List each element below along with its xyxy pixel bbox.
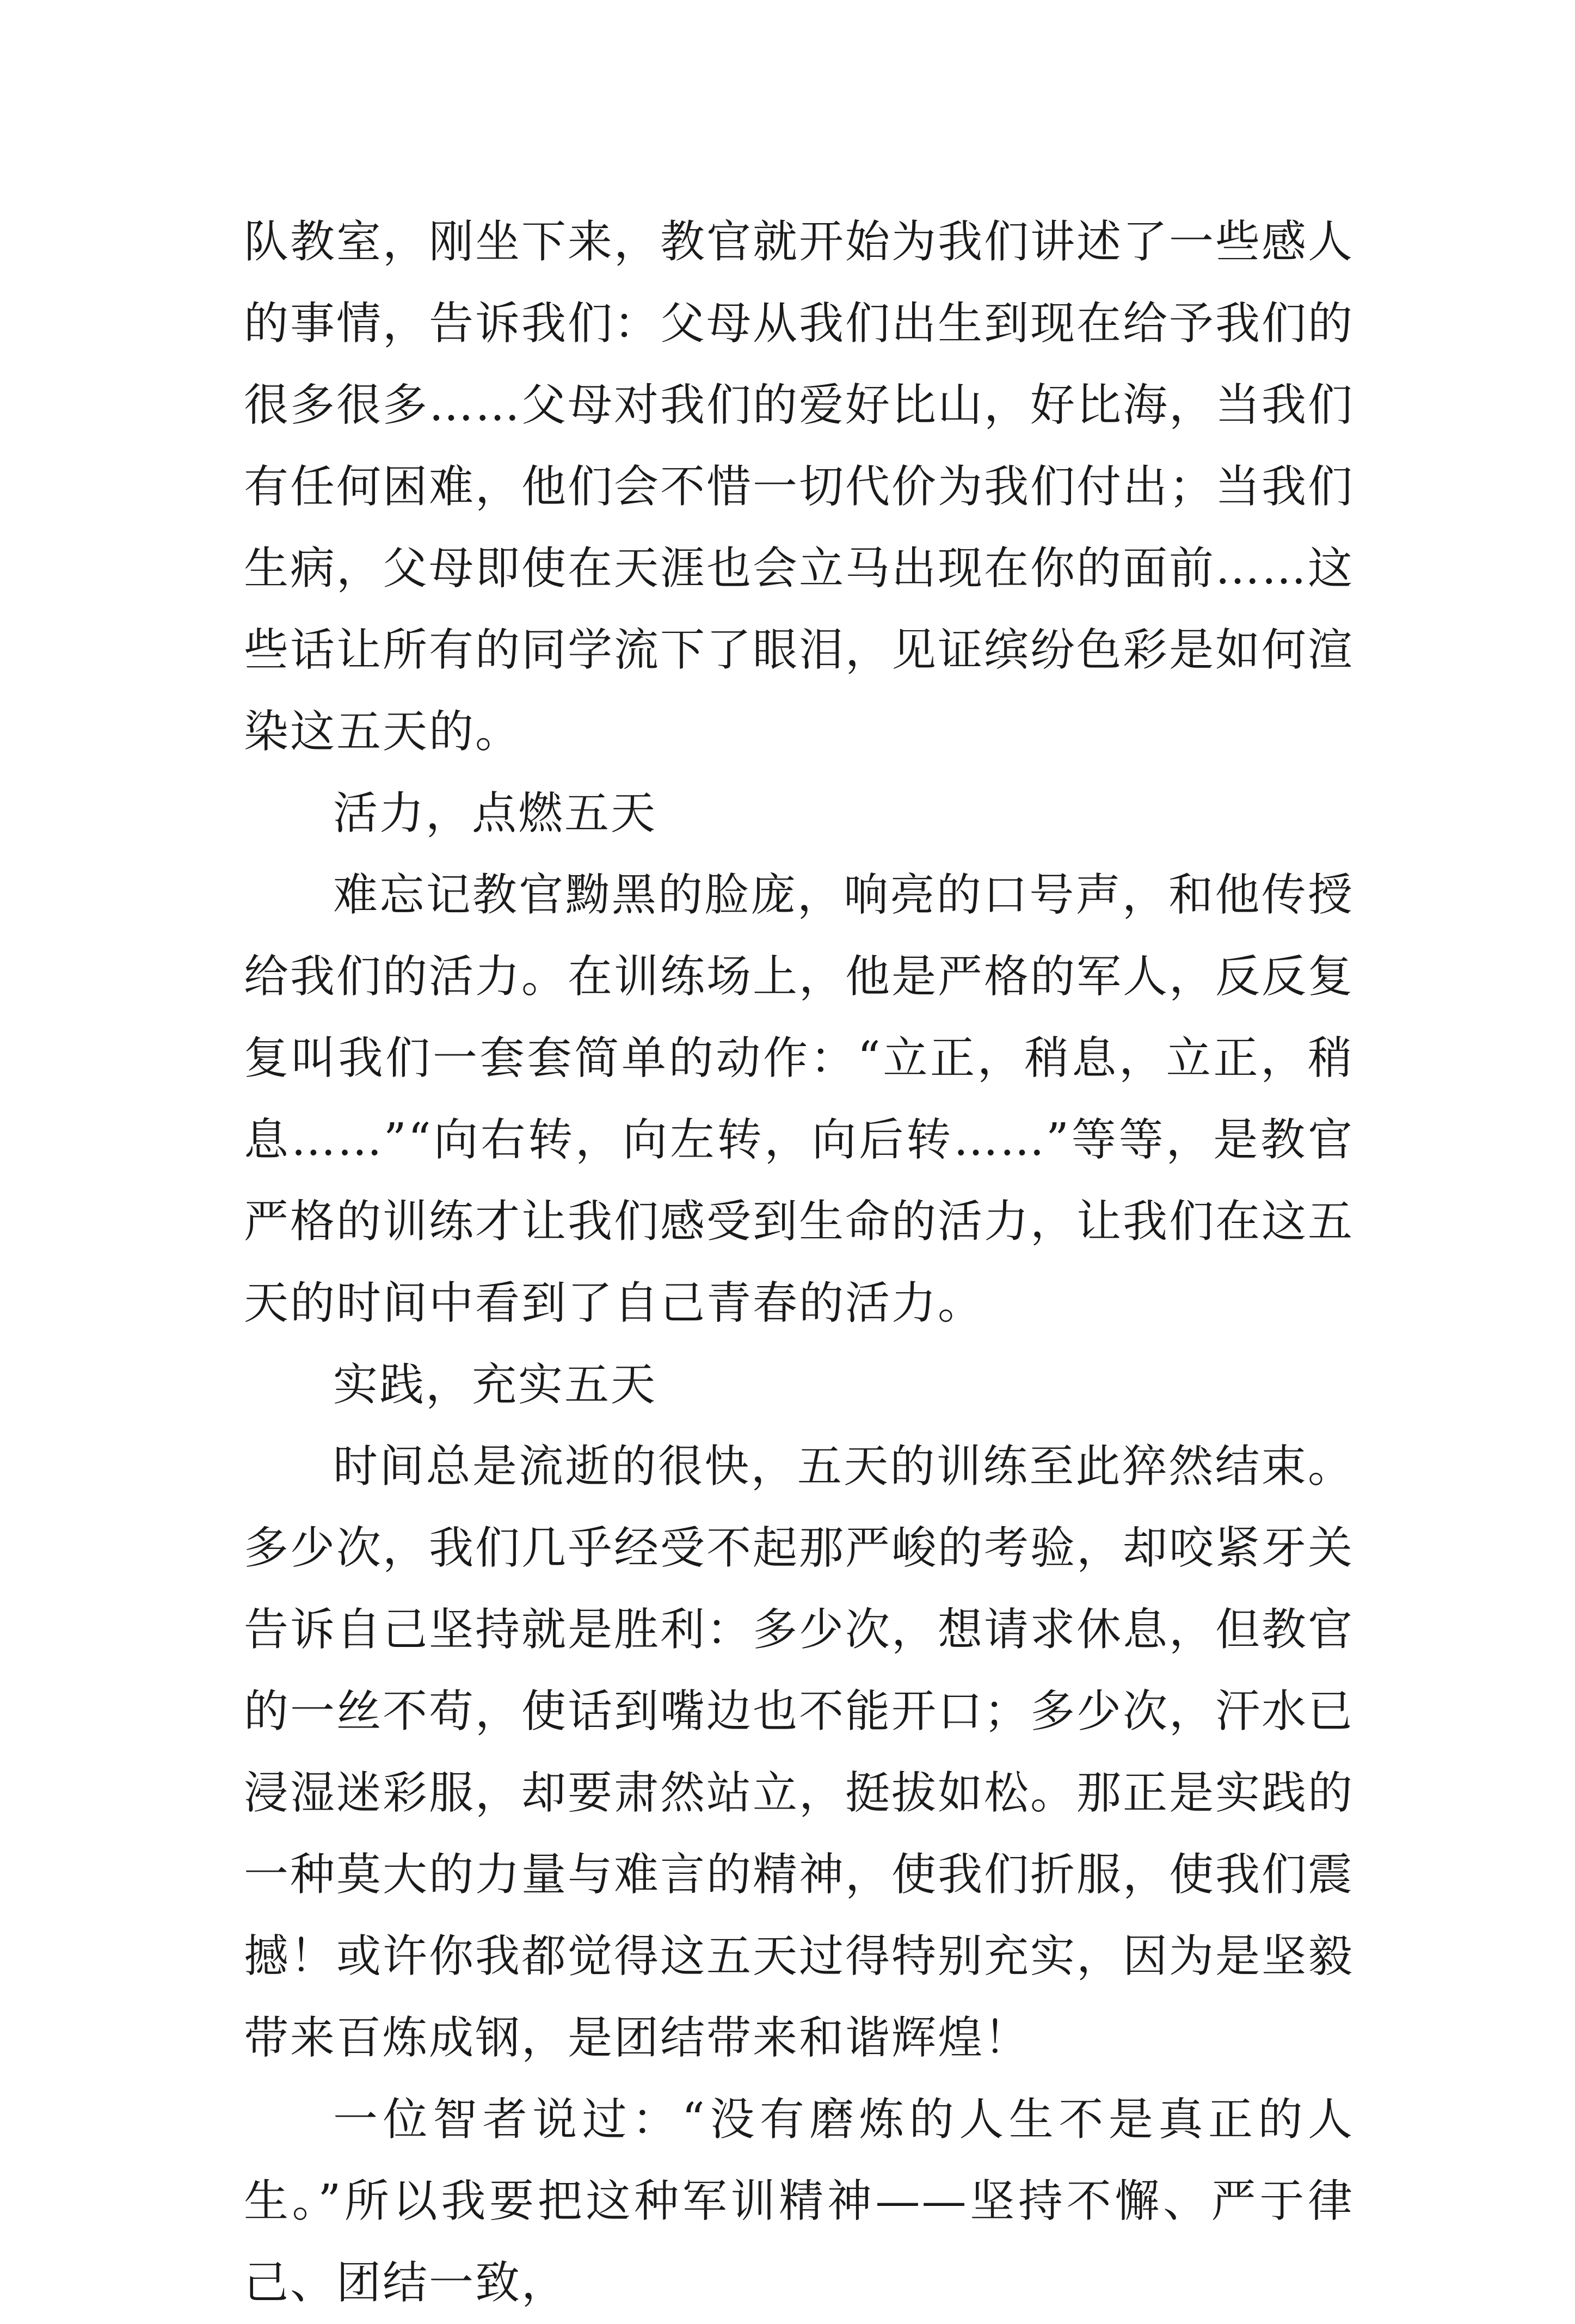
section-heading-vitality: 活力，点燃五天	[333, 788, 657, 839]
section-heading-practice: 实践，充实五天	[333, 1359, 657, 1411]
document-body	[244, 201, 1354, 2324]
paragraph-continuation: 队教室，刚坐下来，教官就开始为我们讲述了一些感人的事情，告诉我们：父母从我们出生到现在给予我们的很多很多……父母对我们的爱好比山，好比海，当我们有任何困难，他们会不惜一切代价为我们付出；当我们生病，父母即使在天涯也会立马出现在你的面前……这些话让所有的同学流下了眼泪，见证缤纷色彩是如何渲染这五天的。	[244, 216, 1355, 758]
paragraph-conclusion: 一位智者说过：“没有磨炼的人生不是真正的人生。”所以我要把这种军训精神——坚持不懈、严于律己、团结一致，	[244, 2094, 1354, 2309]
paragraph-vitality: 难忘记教官黝黑的脸庞，响亮的口号声，和他传授给我们的活力。在训练场上，他是严格的军人，反反复复叫我们一套套简单的动作：“立正，稍息，立正，稍息……”“向右转，向左转，向后转……”等等，是教官严格的训练才让我们感受到生命的活力，让我们在这五天的时间中看到了自己青春的活力。	[244, 869, 1355, 1329]
paragraph-practice: 时间总是流逝的很快，五天的训练至此猝然结束。多少次，我们几乎经受不起那严峻的考验，却咬紧牙关告诉自己坚持就是胜利：多少次，想请求休息，但教官的一丝不苟，使话到嘴边也不能开口；多少次，汗水已浸湿迷彩服，却要肃然站立，挺拔如松。那正是实践的一种莫大的力量与难言的精神，使我们折服，使我们震撼！或许你我都觉得这五天过得特别充实，因为是坚毅带来百炼成钢，是团结带来和谐辉煌！	[244, 1441, 1355, 2064]
